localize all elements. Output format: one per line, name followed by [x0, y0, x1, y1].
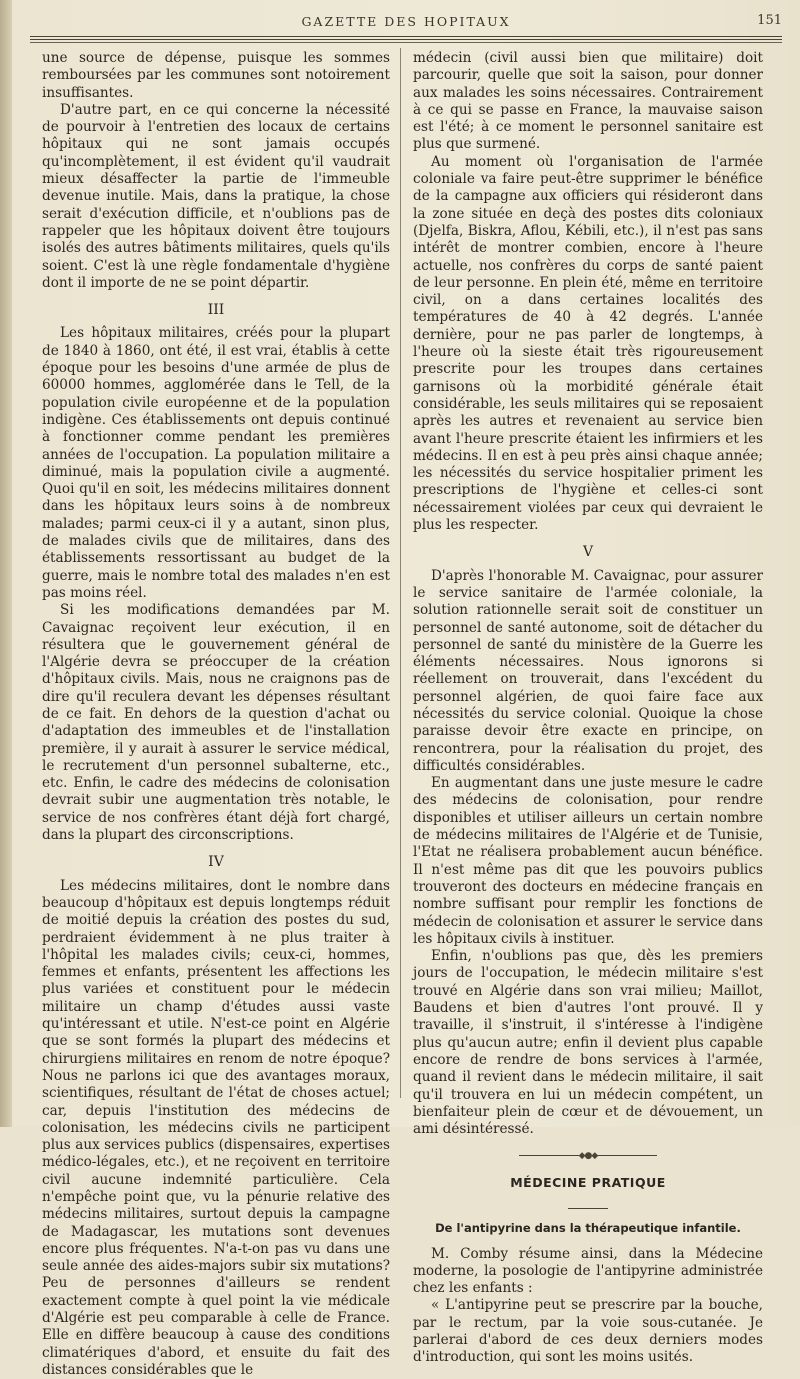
left-column	[42, 50, 390, 1379]
right-paragraph-6: M. Comby résume ainsi, dans la Médecine moderne, la posologie de l'antipyrine administrée chez les enfants :	[413, 1245, 763, 1297]
right-paragraph-4: En augmentant dans une juste mesure le cadre des médecins de colonisation, pour rendre disponibles et utiliser ailleurs un certain nombre de médecins militaires de l'Algérie et de Tunisie, l'Etat ne réalisera probablement aucun bénéfice. Il n'est même pas dit que les pouvoirs publics trouveront des docteurs en médecine français en nombre suffisant pour remplir les fonctions de médecin de colonisation et assurer le service dans les hôpitaux civils à instituer.	[413, 775, 763, 947]
right-paragraph-7: « L'antipyrine peut se prescrire par la bouche, par le rectum, par la voie sous-cutanée. Je parlerai d'abord de ces deux derniers modes d'introduction, qui sont les moins usités.	[413, 1297, 763, 1366]
binding-spine	[0, 0, 12, 1127]
running-title: GAZETTE DES HOPITAUX	[301, 14, 511, 29]
header-rule-secondary	[30, 42, 782, 43]
column-divider	[400, 48, 401, 1098]
rubric-rule	[413, 1197, 763, 1214]
right-column	[413, 50, 763, 1367]
left-paragraph-5: Les médecins militaires, dont le nombre dans beaucoup d'hôpitaux est depuis longtemps réduit de moitié depuis la création des postes du sud, perdraient évidemment à ne plus traiter à l'hôpital les malades civils; ceux-ci, hommes, femmes et enfants, présentent les affections les plus variées et constituent pour le médecin militaire un champ d'études aussi vaste qu'intéressant et utile. N'est-ce point en Algérie que se sont formés la plupart des médecins et chirurgiens militaires en renom de notre époque? Nous ne parlons ici que des avantages moraux, scientifiques, résultant de l'état de choses actuel; car, depuis l'institution des médecins de colonisation, les médecins civils ne participent plus aux services publics (dispensaires, expertises médico-légales, etc.), et ne reçoivent en territoire civil aucune indemnité particulière. Cela n'empêche point que, vu la pénurie relative des médecins militaires, surtout depuis la campagne de Madagascar, les mutations sont devenues encore plus fréquentes. N'a-t-on pas vu dans une seule année des aides-majors subir six mutations? Peu de personnes d'ailleurs se rendent exactement compte à quel point la vie médicale d'Algérie est peu comparable à celle de France. Elle en diffère beaucoup à cause des conditions climatériques d'abord, et ensuite du fait des distances considérables que le	[42, 877, 390, 1378]
right-paragraph-3: D'après l'honorable M. Cavaignac, pour assurer le service sanitaire de l'armée coloniale, la solution rationnelle serait soit de constituer un personnel de santé autonome, soit de détacher du personnel de santé du ministère de la Guerre les éléments nécessaires. Nous ignorons si réellement on trouverait, dans l'excédent du personnel algérien, de quoi faire face aux nécessités du service colonial. Quoique la chose paraisse devoir être exacte en principe, on rencontrera, pour la réalisation du projet, des difficultés considérables.	[413, 567, 763, 774]
right-paragraph-1: médecin (civil aussi bien que militaire) doit parcourir, quelle que soit la saison, pour donner aux malades les soins nécessaires. Contrairement à ce qui se passe en France, la mauvaise saison est l'été; à ce moment le personnel sanitaire est plus que surmené.	[413, 50, 763, 153]
right-paragraph-5-text: Enfin, n'oublions pas que, dès les premiers jours de l'occupation, le médecin militaire s'est trouvé en Algérie dans son vrai milieu; Maillot, Baudens et bien d'autres l'ont prouvé. Il y travaille, il s'instruit, il s'intéresse à l'indigène plus qu'aucun autre; enfin il devient plus capable encore de rendre de bons services à l'armée, quand il revient dans le médecin militaire, il sait qu'il trouvera en lui un médecin compétent, un bienfaiteur plein de cœur et de dévouement, un ami désintéressé.	[413, 948, 763, 1138]
header-rule	[30, 36, 782, 40]
page-number: 151	[757, 13, 782, 28]
article-subheading: De l'antipyrine dans la thérapeutique infantile.	[435, 1221, 741, 1236]
right-paragraph-2: Au moment où l'organisation de l'armée coloniale va faire peut-être supprimer le bénéfice de la campagne aux officiers qui résideront dans la zone située en deçà des postes dits coloniaux (Djelfa, Biskra, Aflou, Kébili, etc.), il n'est pas sans intérêt de montrer combien, encore à l'heure actuelle, nos confrères du corps de santé paient de leur personne. En plein été, même en territoire civil, on a dans certaines localités des températures de 40 à 42 degrés. L'année dernière, pour ne pas parler de longtemps, à l'heure où la sieste était très rigoureusement prescrite pour les troupes dans certaines garnisons où la morbidité générale était considérable, les seuls militaires qui se reposaient après les autres et revenaient au service bien avant l'heure prescrite étaient les infirmiers et les médecins. Il en est à peu près ainsi chaque année; les nécessités du service hospitalier priment les prescriptions de l'hygiène et celles-ci sont nécessairement violées par ceux qui devraient le plus les respecter.	[413, 153, 763, 534]
left-paragraph-2: D'autre part, en ce qui concerne la nécessité de pourvoir à l'entretien des locaux de certains hôpitaux qui ne sont jamais occupés qu'incomplètement, il est évident qu'il vaudrait mieux désaffecter la partie de l'immeuble devenue inutile. Mais, dans la pratique, la chose serait d'exécution difficile, et n'oublions pas de rappeler que les hôpitaux doivent être toujours isolés des autres bâtiments militaires, quels qu'ils soient. C'est là une règle fondamentale d'hygiène dont il importe de ne se point départir.	[42, 101, 390, 291]
left-paragraph-3: Les hôpitaux militaires, créés pour la plupart de 1840 à 1860, ont été, il est vrai, établis à cette époque pour les besoins d'une armée de plus de 60000 hommes, agglomérée dans le Tell, de la population civile européenne et de la population indigène. Ces établissements ont depuis continué à fonctionner comme pendant les premières années de l'occupation. La population militaire a diminué, mais la population civile a augmenté. Quoi qu'il en soit, les médecins militaires donnent dans les hôpitaux leurs soins à de nombreux malades; parmi ceux-ci il y a autant, sinon plus, de malades civils que de militaires, dans des établissements ressortissant au budget de la guerre, mais le nombre total des malades n'en est pas moins réel.	[42, 325, 390, 601]
section-ornament: ◆●◆	[413, 1148, 763, 1165]
left-paragraph-1: une source de dépense, puisque les sommes remboursées par les communes sont notoirement insuffisantes.	[42, 50, 390, 101]
section-heading-iii: III	[207, 302, 225, 319]
page-header	[30, 12, 782, 34]
section-heading-v: V	[582, 544, 594, 561]
left-paragraph-4: Si les modifications demandées par M. Cavaignac reçoivent leur exécution, il en résultera que le gouvernement général de l'Algérie devra se préoccuper de la création d'hôpitaux civils. Mais, nous ne craignons pas de dire qu'il reculera devant les dépenses résultant de ce fait. En dehors de la question d'achat ou d'adaptation des immeubles et de l'installation première, il y aurait à assurer le service médical, le recrutement d'un personnel subalterne, etc., etc. Enfin, le cadre des médecins de colonisation devrait subir une augmentation très notable, le service de nos confrères étant déjà fort chargé, dans la plupart des circonscriptions.	[42, 602, 390, 844]
right-paragraph-5	[413, 948, 763, 1138]
rubric-heading: MÉDECINE PRATIQUE	[510, 1174, 666, 1190]
section-heading-iv: IV	[208, 854, 224, 871]
